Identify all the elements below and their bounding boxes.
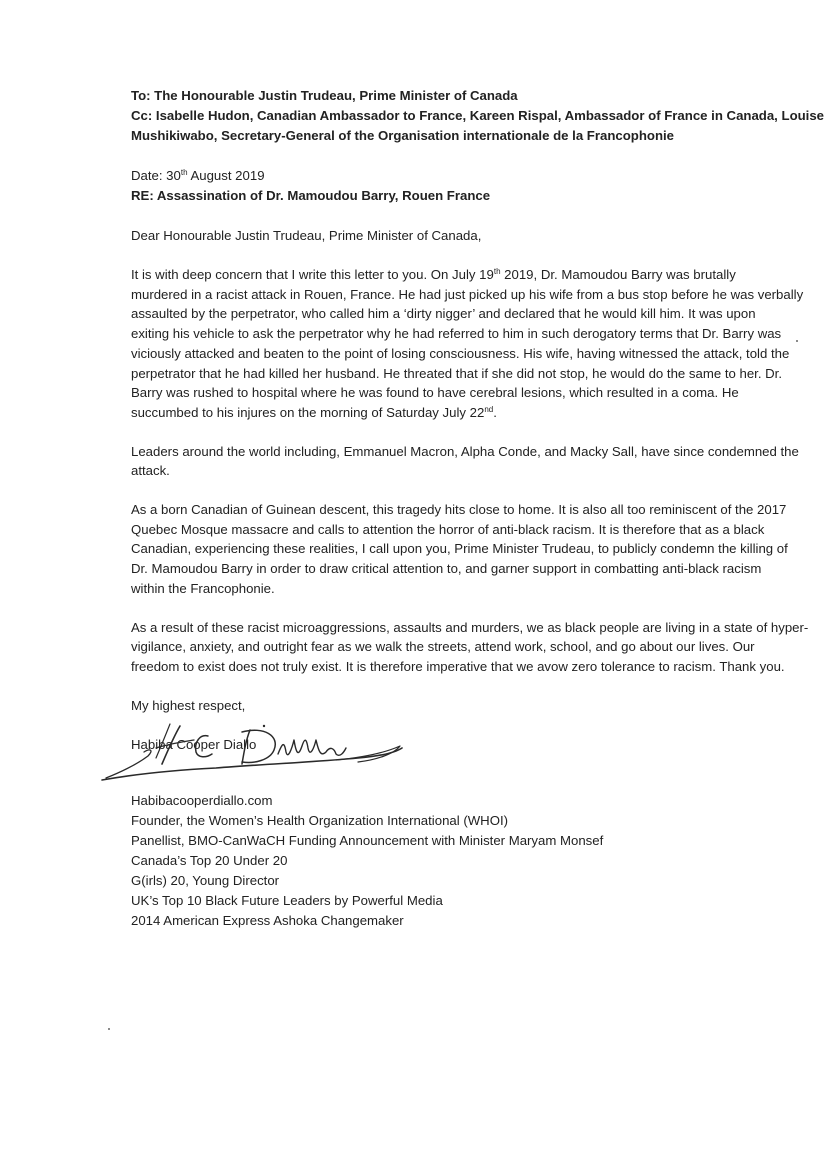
p1-line-3: assaulted by the perpetrator, who called him a ‘dirty nigger’ and declared that he would kill him. It was upon bbox=[131, 306, 756, 322]
paragraph-1 bbox=[131, 265, 804, 423]
date-sup: th bbox=[180, 168, 188, 177]
paragraph-2 bbox=[131, 442, 799, 481]
credential-5: UK’s Top 10 Black Future Leaders by Powerful Media bbox=[131, 893, 443, 908]
paragraph-3 bbox=[131, 500, 788, 599]
p1-line-4: exiting his vehicle to ask the perpetrator why he had referred to him in such derogatory terms that Dr. Barry was bbox=[131, 326, 782, 342]
closing: My highest respect, bbox=[131, 697, 246, 713]
p1-line-1 bbox=[131, 265, 779, 285]
credential-4: G(irls) 20, Young Director bbox=[131, 873, 280, 888]
p1-sup-1: th bbox=[493, 267, 501, 276]
credential-3: Canada’s Top 20 Under 20 bbox=[131, 853, 288, 868]
to-line: To: The Honourable Justin Trudeau, Prime Minister of Canada bbox=[131, 88, 518, 103]
signer-name: Habiba Cooper Diallo bbox=[131, 736, 257, 752]
p4-line-2: vigilance, anxiety, and outright fear as we walk the streets, attend work, school, and go about our lives. Our bbox=[131, 639, 755, 655]
p1-line-8 bbox=[131, 403, 779, 423]
p1-line-7: Barry was rushed to hospital where he was found to have cerebral lesions, which resulted in a coma. He bbox=[131, 385, 739, 401]
p1-line-1-b: 2019, Dr. Mamoudou Barry was brutally bbox=[500, 267, 736, 282]
paragraph-4 bbox=[131, 618, 809, 677]
p4-line-1: As a result of these racist microaggressions, assaults and murders, we as black people are living in a state of hyper- bbox=[131, 619, 809, 635]
credential-6: 2014 American Express Ashoka Changemaker bbox=[131, 913, 404, 928]
credential-2: Panellist, BMO-CanWaCH Funding Announcement with Minister Maryam Monsef bbox=[131, 833, 604, 848]
p1-line-8-a: succumbed to his injures on the morning of Saturday July 22 bbox=[131, 404, 485, 420]
credential-1: Founder, the Women’s Health Organization International (WHOI) bbox=[131, 813, 509, 828]
p1-line-5: viciously attacked and beaten to the point of losing consciousness. His wife, having witnessed the attack, told the bbox=[131, 345, 790, 361]
date-prefix: Date: 30 bbox=[131, 168, 181, 183]
date-suffix: August 2019 bbox=[187, 168, 265, 183]
p4-line-3: freedom to exist does not truly exist. It is therefore imperative that we avow zero tolerance to racism. Thank you. bbox=[131, 658, 785, 674]
p1-line-1-a: It is with deep concern that I write this letter to you. On July 19 bbox=[131, 267, 494, 282]
salutation: Dear Honourable Justin Trudeau, Prime Minister of Canada, bbox=[131, 228, 482, 243]
scan-speck bbox=[796, 340, 798, 342]
p3-line-4: Dr. Mamoudou Barry in order to draw critical attention to, and garner support in combatting anti-black racism bbox=[131, 561, 762, 577]
date-line bbox=[131, 166, 779, 186]
p3-line-1: As a born Canadian of Guinean descent, this tragedy hits close to home. It is also all too reminiscent of the 2017 bbox=[131, 502, 787, 518]
letter-body bbox=[131, 86, 825, 755]
signature-block bbox=[131, 791, 603, 931]
re-line: RE: Assassination of Dr. Mamoudou Barry, Rouen France bbox=[131, 188, 491, 203]
p3-line-3: Canadian, experiencing these realities, I call upon you, Prime Minister Trudeau, to publicly condemn the killing of bbox=[131, 541, 788, 557]
p1-line-6: perpetrator that he had killed her husband. He threated that if she did not stop, he would do the same to her. Dr. bbox=[131, 365, 782, 381]
p2-line-2: attack. bbox=[131, 463, 170, 479]
p3-line-5: within the Francophonie. bbox=[131, 580, 275, 596]
p1-line-8-b: . bbox=[493, 404, 497, 420]
p3-line-2: Quebec Mosque massacre and calls to attention the horror of anti-black racism. It is therefore that as a black bbox=[131, 521, 765, 537]
p1-sup-8: nd bbox=[484, 404, 494, 414]
scan-speck bbox=[108, 1028, 110, 1030]
p2-line-1: Leaders around the world including, Emmanuel Macron, Alpha Conde, and Macky Sall, have since condemned the bbox=[131, 443, 799, 459]
cc-line-2: Mushikiwabo, Secretary-General of the Organisation internationale de la Francophonie bbox=[131, 128, 674, 143]
p1-line-2: murdered in a racist attack in Rouen, France. He had just picked up his wife from a bus stop before he was verbally bbox=[131, 286, 804, 302]
cc-line-1: Cc: Isabelle Hudon, Canadian Ambassador to France, Kareen Rispal, Ambassador of France in Canada, Louise bbox=[131, 108, 825, 123]
website: Habibacooperdiallo.com bbox=[131, 793, 273, 808]
